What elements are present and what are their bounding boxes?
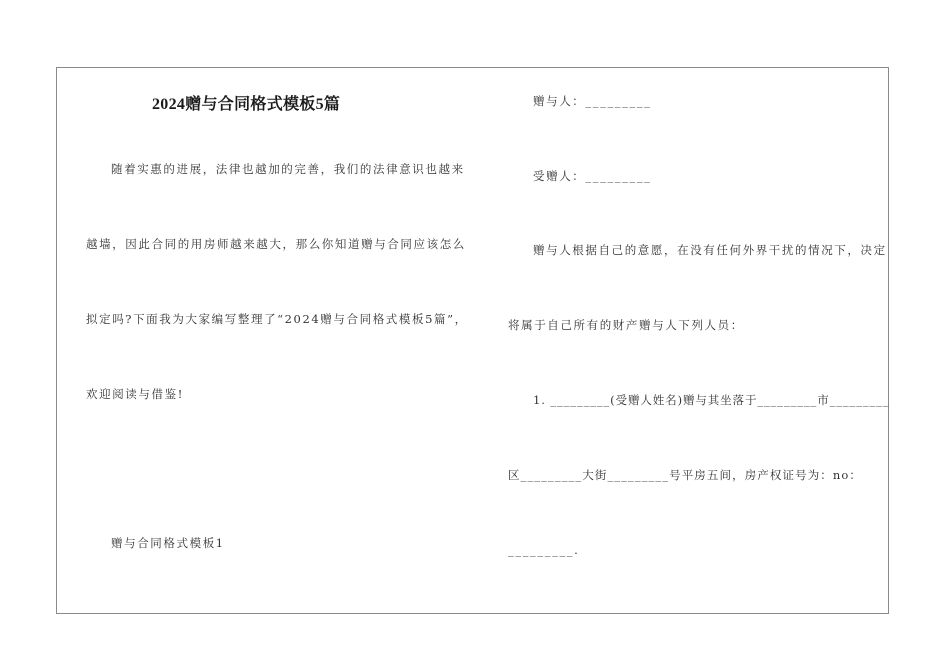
clause-line-4: 区_________大街_________号平房五间，房产权证号为：no： <box>508 468 863 482</box>
clause-line-1: 赠与人根据自己的意愿，在没有任何外界干扰的情况下，决定 <box>533 243 887 257</box>
intro-line-4: 欢迎阅读与借鉴! <box>86 387 184 401</box>
clause-line-5: _________. <box>508 543 580 557</box>
document-title: 2024赠与合同格式模板5篇 <box>152 96 341 113</box>
intro-line-1: 随着实惠的进展，法律也越加的完善，我们的法律意识也越来 <box>111 162 465 176</box>
intro-line-3: 拟定吗?下面我为大家编写整理了“2024赠与合同格式模板5篇”， <box>86 312 468 326</box>
intro-line-2: 越墙，因此合同的用房师越来越大，那么你知道赠与合同应该怎么 <box>86 237 466 251</box>
donor-field: 赠与人：_________ <box>533 94 652 108</box>
section-heading: 赠与合同格式模板1 <box>111 536 225 550</box>
clause-line-3: 1. _________(受赠人姓名)赠与其坐落于_________市_________ <box>533 393 890 407</box>
clause-line-2: 将属于自己所有的财产赠与人下列人员： <box>508 318 744 332</box>
donee-field: 受赠人：_________ <box>533 169 652 183</box>
document-page <box>56 67 889 614</box>
